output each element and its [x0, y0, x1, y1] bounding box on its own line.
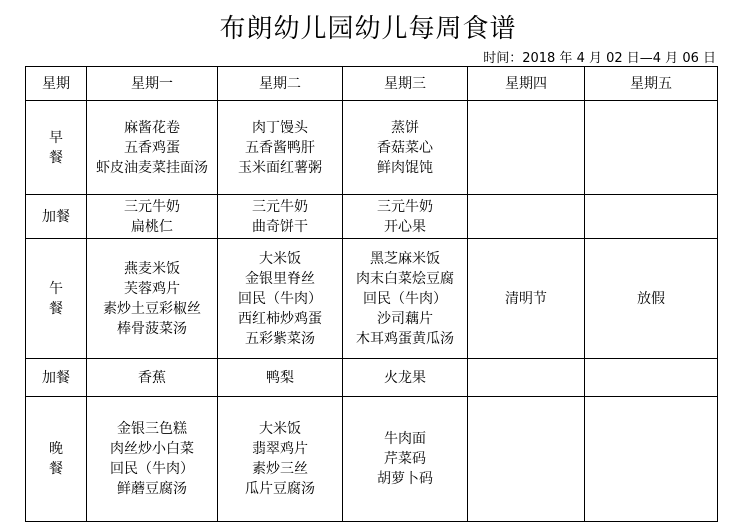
dish: 鸭梨 [266, 369, 294, 386]
meal-label-line: 午 [49, 280, 63, 297]
dish: 五香酱鸭肝 [245, 139, 315, 156]
dish: 芙蓉鸡片 [124, 280, 180, 297]
dish: 五彩紫菜汤 [245, 330, 315, 347]
breakfast-tuesday [218, 101, 343, 195]
day-header-tuesday: 星期二 [218, 67, 343, 101]
dish: 火龙果 [384, 369, 426, 386]
snack1-thursday [468, 195, 585, 239]
snack-row-1 [26, 195, 718, 239]
dish: 玉米面红薯粥 [238, 159, 322, 176]
day-header-thursday: 星期四 [468, 67, 585, 101]
dish: 大米饭 [259, 421, 301, 437]
dish: 素炒三丝 [252, 461, 308, 477]
lunch-tuesday [218, 239, 343, 359]
meal-label-breakfast [26, 101, 87, 195]
breakfast-thursday [468, 101, 585, 195]
meal-label-line: 晚 [49, 441, 63, 457]
dish: 肉末白菜烩豆腐 [356, 270, 454, 287]
snack2-thursday [468, 359, 585, 397]
dish: 香菇菜心 [377, 139, 433, 156]
snack2-monday [87, 359, 218, 397]
breakfast-friday [585, 101, 718, 195]
snack2-friday [585, 359, 718, 397]
dish: 蒸饼 [391, 119, 419, 136]
dish: 肉丁馒头 [252, 119, 308, 136]
day-header-friday: 星期五 [585, 67, 718, 101]
dish: 鲜蘑豆腐汤 [117, 481, 187, 497]
dish: 胡萝卜码 [377, 471, 433, 487]
breakfast-wednesday [343, 101, 468, 195]
meal-label-line: 餐 [49, 149, 63, 166]
dish: 翡翠鸡片 [252, 441, 308, 457]
meal-label-dinner [26, 397, 87, 522]
weekly-menu-table [25, 66, 718, 522]
dish: 木耳鸡蛋黄瓜汤 [356, 330, 454, 347]
meal-label-line: 餐 [49, 300, 63, 317]
dinner-wednesday [343, 397, 468, 522]
snack1-monday [87, 195, 218, 239]
header-row [26, 67, 718, 101]
dinner-tuesday [218, 397, 343, 522]
dish: 肉丝炒小白菜 [110, 441, 194, 457]
day-header-monday: 星期一 [87, 67, 218, 101]
dish: 黑芝麻米饭 [370, 250, 440, 267]
dish: 曲奇饼干 [252, 218, 308, 235]
dinner-thursday [468, 397, 585, 522]
dish: 虾皮油麦菜挂面汤 [96, 159, 208, 176]
lunch-row [26, 239, 718, 359]
dish: 素炒土豆彩椒丝 [103, 300, 201, 317]
dish: 三元牛奶 [124, 198, 180, 215]
snack-row-2 [26, 359, 718, 397]
lunch-thursday: 清明节 [468, 239, 585, 359]
dish: 西红柿炒鸡蛋 [238, 310, 322, 327]
snack2-tuesday [218, 359, 343, 397]
dish: 麻酱花卷 [124, 119, 180, 136]
dish: 三元牛奶 [252, 198, 308, 215]
dish: 回民（牛肉） [363, 290, 447, 307]
dish: 开心果 [384, 218, 426, 235]
dish: 芹菜码 [384, 451, 426, 467]
dinner-monday [87, 397, 218, 522]
dish: 五香鸡蛋 [124, 139, 180, 156]
lunch-friday: 放假 [585, 239, 718, 359]
meal-label-line: 餐 [49, 461, 63, 477]
meal-label-lunch [26, 239, 87, 359]
dinner-row [26, 397, 718, 522]
dish: 鲜肉馄饨 [377, 159, 433, 176]
meal-label-snack-2: 加餐 [26, 359, 87, 397]
breakfast-row [26, 101, 718, 195]
snack2-wednesday [343, 359, 468, 397]
lunch-monday [87, 239, 218, 359]
dish: 沙司藕片 [377, 310, 433, 327]
day-header-wednesday: 星期三 [343, 67, 468, 101]
dinner-friday [585, 397, 718, 522]
dish: 扁桃仁 [131, 218, 173, 235]
dish: 回民（牛肉） [238, 290, 322, 307]
snack1-tuesday [218, 195, 343, 239]
lunch-wednesday [343, 239, 468, 359]
page-title: 布朗幼儿园幼儿每周食谱 [219, 14, 517, 44]
dish: 香蕉 [138, 369, 166, 386]
breakfast-monday [87, 101, 218, 195]
meal-label-line: 早 [49, 129, 63, 146]
snack1-friday [585, 195, 718, 239]
snack1-wednesday [343, 195, 468, 239]
dish: 金银里脊丝 [245, 270, 315, 287]
dish: 三元牛奶 [377, 198, 433, 215]
dish: 回民（牛肉） [110, 461, 194, 477]
dish: 燕麦米饭 [124, 260, 180, 277]
dish: 金银三色糕 [117, 421, 187, 437]
dish: 大米饭 [259, 250, 301, 267]
dish: 瓜片豆腐汤 [245, 481, 315, 497]
meal-label-snack-1: 加餐 [26, 195, 87, 239]
corner-header: 星期 [26, 67, 87, 101]
dish: 棒骨菠菜汤 [117, 320, 187, 337]
dish: 牛肉面 [384, 431, 426, 447]
date-range: 时间：2018 年 4 月 02 日—4 月 06 日 [483, 51, 716, 66]
